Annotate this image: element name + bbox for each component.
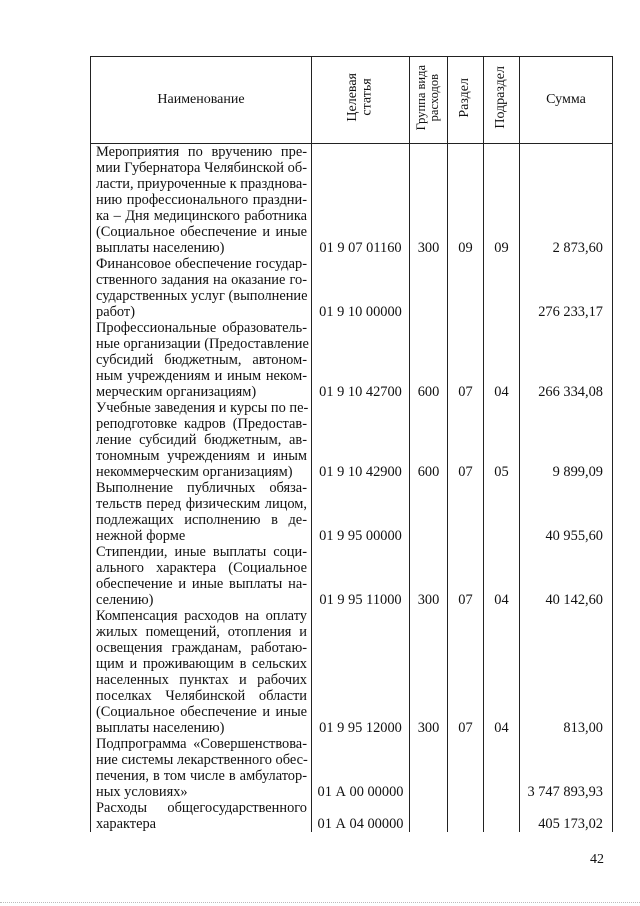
cell-subsection: 04 bbox=[484, 608, 520, 736]
cell-sum: 9 899,09 bbox=[520, 400, 613, 480]
cell-expense-group bbox=[410, 800, 448, 832]
name-line: Подпрограмма «Совершенствова- bbox=[96, 736, 307, 752]
table-row bbox=[91, 736, 613, 800]
table-row bbox=[91, 320, 613, 400]
cell-section bbox=[448, 736, 484, 800]
cell-target-article: 01 9 10 00000 bbox=[312, 256, 410, 320]
cell-expense-group bbox=[410, 256, 448, 320]
name-line: ственного задания на оказание го- bbox=[96, 272, 307, 288]
cell-name bbox=[91, 144, 312, 257]
cell-section: 09 bbox=[448, 144, 484, 257]
cell-subsection bbox=[484, 800, 520, 832]
name-line: (Социальное обеспечение и иные bbox=[96, 704, 307, 720]
cell-subsection: 09 bbox=[484, 144, 520, 257]
cell-subsection bbox=[484, 480, 520, 544]
cell-expense-group: 600 bbox=[410, 400, 448, 480]
header-sum: Сумма bbox=[520, 57, 613, 144]
name-line: Финансовое обеспечение государ- bbox=[96, 256, 307, 272]
name-line: реподготовке кадров (Предостав- bbox=[96, 416, 307, 432]
cell-name bbox=[91, 608, 312, 736]
name-line: тельств перед физическим лицом, bbox=[96, 496, 307, 512]
cell-expense-group bbox=[410, 736, 448, 800]
table-header bbox=[91, 57, 613, 144]
cell-sum: 813,00 bbox=[520, 608, 613, 736]
page-number: 42 bbox=[590, 852, 604, 867]
name-line: выплаты населению) bbox=[96, 240, 225, 256]
name-line: Стипендии, иные выплаты соци- bbox=[96, 544, 307, 560]
name-line: Учебные заведения и курсы по пе- bbox=[96, 400, 309, 416]
cell-sum: 40 955,60 bbox=[520, 480, 613, 544]
cell-target-article: 01 А 00 00000 bbox=[312, 736, 410, 800]
cell-target-article: 01 9 95 12000 bbox=[312, 608, 410, 736]
header-name: Наименование bbox=[91, 57, 312, 144]
name-line: селению) bbox=[96, 592, 154, 608]
name-line: (Социальное обеспечение и иные bbox=[96, 224, 307, 240]
cell-section: 07 bbox=[448, 400, 484, 480]
cell-target-article: 01 9 10 42900 bbox=[312, 400, 410, 480]
name-line: тономным учреждениям и иным bbox=[96, 448, 307, 464]
name-line: щим и проживающим в сельских bbox=[96, 656, 307, 672]
name-line: мии Губернатора Челябинской об- bbox=[96, 160, 307, 176]
cell-target-article: 01 9 07 01160 bbox=[312, 144, 410, 257]
name-line: характера bbox=[96, 816, 157, 832]
name-line: субсидий бюджетным, автоном- bbox=[96, 352, 307, 368]
cell-expense-group: 300 bbox=[410, 544, 448, 608]
name-line: Мероприятия по вручению пре- bbox=[96, 144, 307, 160]
cell-section bbox=[448, 256, 484, 320]
cell-target-article: 01 А 04 00000 bbox=[312, 800, 410, 832]
cell-subsection bbox=[484, 256, 520, 320]
cell-sum: 40 142,60 bbox=[520, 544, 613, 608]
name-line: ные организации (Предоставление bbox=[96, 336, 309, 352]
cell-target-article: 01 9 95 11000 bbox=[312, 544, 410, 608]
cell-expense-group bbox=[410, 480, 448, 544]
cell-name bbox=[91, 800, 312, 832]
name-line: ным учреждениям и иным неком- bbox=[96, 368, 307, 384]
name-line: ального характера (Социальное bbox=[96, 560, 307, 576]
cell-target-article: 01 9 10 42700 bbox=[312, 320, 410, 400]
cell-section: 07 bbox=[448, 608, 484, 736]
name-line: нежной форме bbox=[96, 528, 186, 544]
name-line: населенных пунктах и рабочих bbox=[96, 672, 307, 688]
table-row bbox=[91, 800, 613, 832]
name-line: ных условиях» bbox=[96, 784, 188, 800]
name-line: Расходы общегосударственного bbox=[96, 800, 307, 816]
cell-section bbox=[448, 800, 484, 832]
table-row bbox=[91, 144, 613, 257]
name-line: сударственных услуг (выполнение bbox=[96, 288, 308, 304]
name-line: выплаты населению) bbox=[96, 720, 225, 736]
name-line: ласти, приуроченные к празднова- bbox=[96, 176, 307, 192]
table-row bbox=[91, 256, 613, 320]
name-line: обеспечение и иные выплаты на- bbox=[96, 576, 307, 592]
name-line: Компенсация расходов на оплату bbox=[96, 608, 307, 624]
name-line: мерческим организациям) bbox=[96, 384, 257, 400]
name-line: Выполнение публичных обяза- bbox=[96, 480, 307, 496]
cell-target-article: 01 9 95 00000 bbox=[312, 480, 410, 544]
cell-subsection: 04 bbox=[484, 320, 520, 400]
header-target-article: Целевая статья bbox=[312, 57, 410, 144]
cell-name bbox=[91, 736, 312, 800]
cell-sum: 3 747 893,93 bbox=[520, 736, 613, 800]
cell-name bbox=[91, 544, 312, 608]
cell-section: 07 bbox=[448, 544, 484, 608]
table-body bbox=[91, 144, 613, 833]
cell-expense-group: 300 bbox=[410, 144, 448, 257]
table-row bbox=[91, 400, 613, 480]
name-line: ка – Дня медицинского работника bbox=[96, 208, 307, 224]
cell-sum: 276 233,17 bbox=[520, 256, 613, 320]
header-subsection: Подраздел bbox=[484, 57, 520, 144]
cell-section: 07 bbox=[448, 320, 484, 400]
cell-subsection: 04 bbox=[484, 544, 520, 608]
cell-name bbox=[91, 256, 312, 320]
header-expense-group: Группа вида расходов bbox=[410, 57, 448, 144]
cell-section bbox=[448, 480, 484, 544]
name-line: ние системы лекарственного обес- bbox=[96, 752, 308, 768]
cell-name bbox=[91, 320, 312, 400]
name-line: работ) bbox=[96, 304, 135, 320]
name-line: освещения гражданам, работаю- bbox=[96, 640, 307, 656]
name-line: поселках Челябинской области bbox=[96, 688, 307, 704]
name-line: Профессиональные образователь- bbox=[96, 320, 307, 336]
table-row bbox=[91, 608, 613, 736]
name-line: нию профессионального праздни- bbox=[96, 192, 307, 208]
cell-subsection bbox=[484, 736, 520, 800]
cell-subsection: 05 bbox=[484, 400, 520, 480]
cell-expense-group: 300 bbox=[410, 608, 448, 736]
name-line: жилых помещений, отопления и bbox=[96, 624, 307, 640]
name-line: подлежащих исполнению в де- bbox=[96, 512, 307, 528]
cell-expense-group: 600 bbox=[410, 320, 448, 400]
budget-table bbox=[90, 56, 613, 832]
name-line: некоммерческим организациям) bbox=[96, 464, 293, 480]
cell-sum: 266 334,08 bbox=[520, 320, 613, 400]
table-row bbox=[91, 480, 613, 544]
cell-name bbox=[91, 400, 312, 480]
bottom-dotted-border bbox=[0, 902, 640, 906]
table-row bbox=[91, 544, 613, 608]
name-line: печения, в том числе в амбулатор- bbox=[96, 768, 307, 784]
cell-name bbox=[91, 480, 312, 544]
header-section: Раздел bbox=[448, 57, 484, 144]
name-line: ление субсидий бюджетным, ав- bbox=[96, 432, 307, 448]
cell-sum: 405 173,02 bbox=[520, 800, 613, 832]
cell-sum: 2 873,60 bbox=[520, 144, 613, 257]
